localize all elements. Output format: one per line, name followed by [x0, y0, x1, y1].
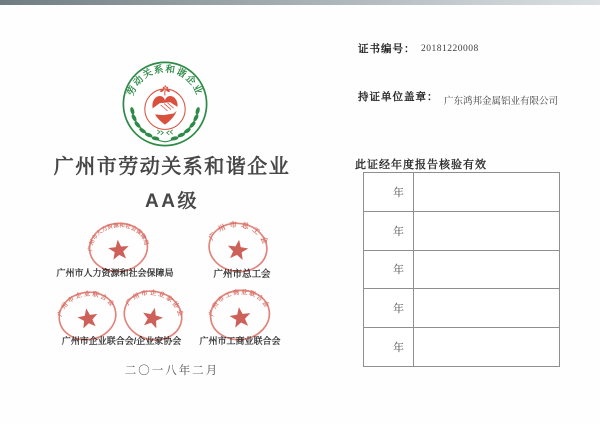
verification-blank-cell	[414, 251, 559, 289]
official-seal-enterprise-federation-icon	[52, 285, 123, 347]
svg-text:广州市企业联合会: 广州市企业联合会	[56, 290, 117, 318]
table-row	[364, 288, 559, 327]
verification-blank-cell	[414, 173, 559, 211]
svg-text:广州市人力资源和社会保障局: 广州市人力资源和社会保障局	[88, 222, 150, 252]
cert-number-value: 20181220008	[421, 44, 479, 54]
issue-date: 二〇一八年二月	[124, 365, 220, 377]
verification-blank-cell	[414, 328, 559, 366]
official-seal-hr-bureau-icon	[84, 218, 152, 277]
table-row	[364, 250, 559, 289]
table-row	[364, 211, 559, 250]
official-seal-commerce-federation-icon	[204, 284, 277, 347]
verification-blank-cell	[414, 212, 559, 250]
verification-blank-cell	[414, 289, 559, 327]
holder-company-name: 广东鸿邦金属铝业有限公司	[444, 97, 559, 107]
issuer-label-commerce-federation: 广州市工商业联合会	[199, 336, 281, 346]
annual-verification-table	[363, 172, 560, 367]
svg-text:广州市企业家协会: 广州市企业家协会	[124, 289, 185, 319]
year-cell: 年	[364, 173, 414, 211]
certificate-grade: AA级	[145, 191, 199, 212]
cert-number-label: 证书编号：	[358, 43, 416, 55]
issuer-label-hr-bureau: 广州市人力资源和社会保障局	[56, 268, 174, 278]
official-seal-trade-union-icon	[203, 217, 274, 278]
annual-verification-title: 此证经年度报告核验有效	[355, 159, 487, 171]
svg-text:广州市总工会: 广州市总工会	[206, 219, 272, 249]
certificate-title: 广州市劳动关系和谐企业	[53, 156, 291, 178]
scan-edge-artifact	[0, 0, 600, 5]
harmony-enterprise-emblem-icon	[122, 61, 208, 147]
year-cell: 年	[364, 328, 414, 366]
table-row	[364, 327, 559, 366]
svg-text:广州市工商业联合会: 广州市工商业联合会	[208, 288, 271, 318]
year-cell: 年	[364, 289, 414, 327]
logo-arc-text: 劳动关系和谐企业	[125, 63, 205, 98]
year-cell: 年	[364, 212, 414, 250]
issuer-label-enterprise-assoc: 广州市企业联合会/企业家协会	[61, 336, 182, 346]
year-cell: 年	[364, 251, 414, 289]
holder-stamp-label: 持证单位盖章：	[358, 91, 439, 103]
table-row	[364, 173, 559, 211]
issuer-label-trade-union: 广州市总工会	[213, 269, 271, 280]
